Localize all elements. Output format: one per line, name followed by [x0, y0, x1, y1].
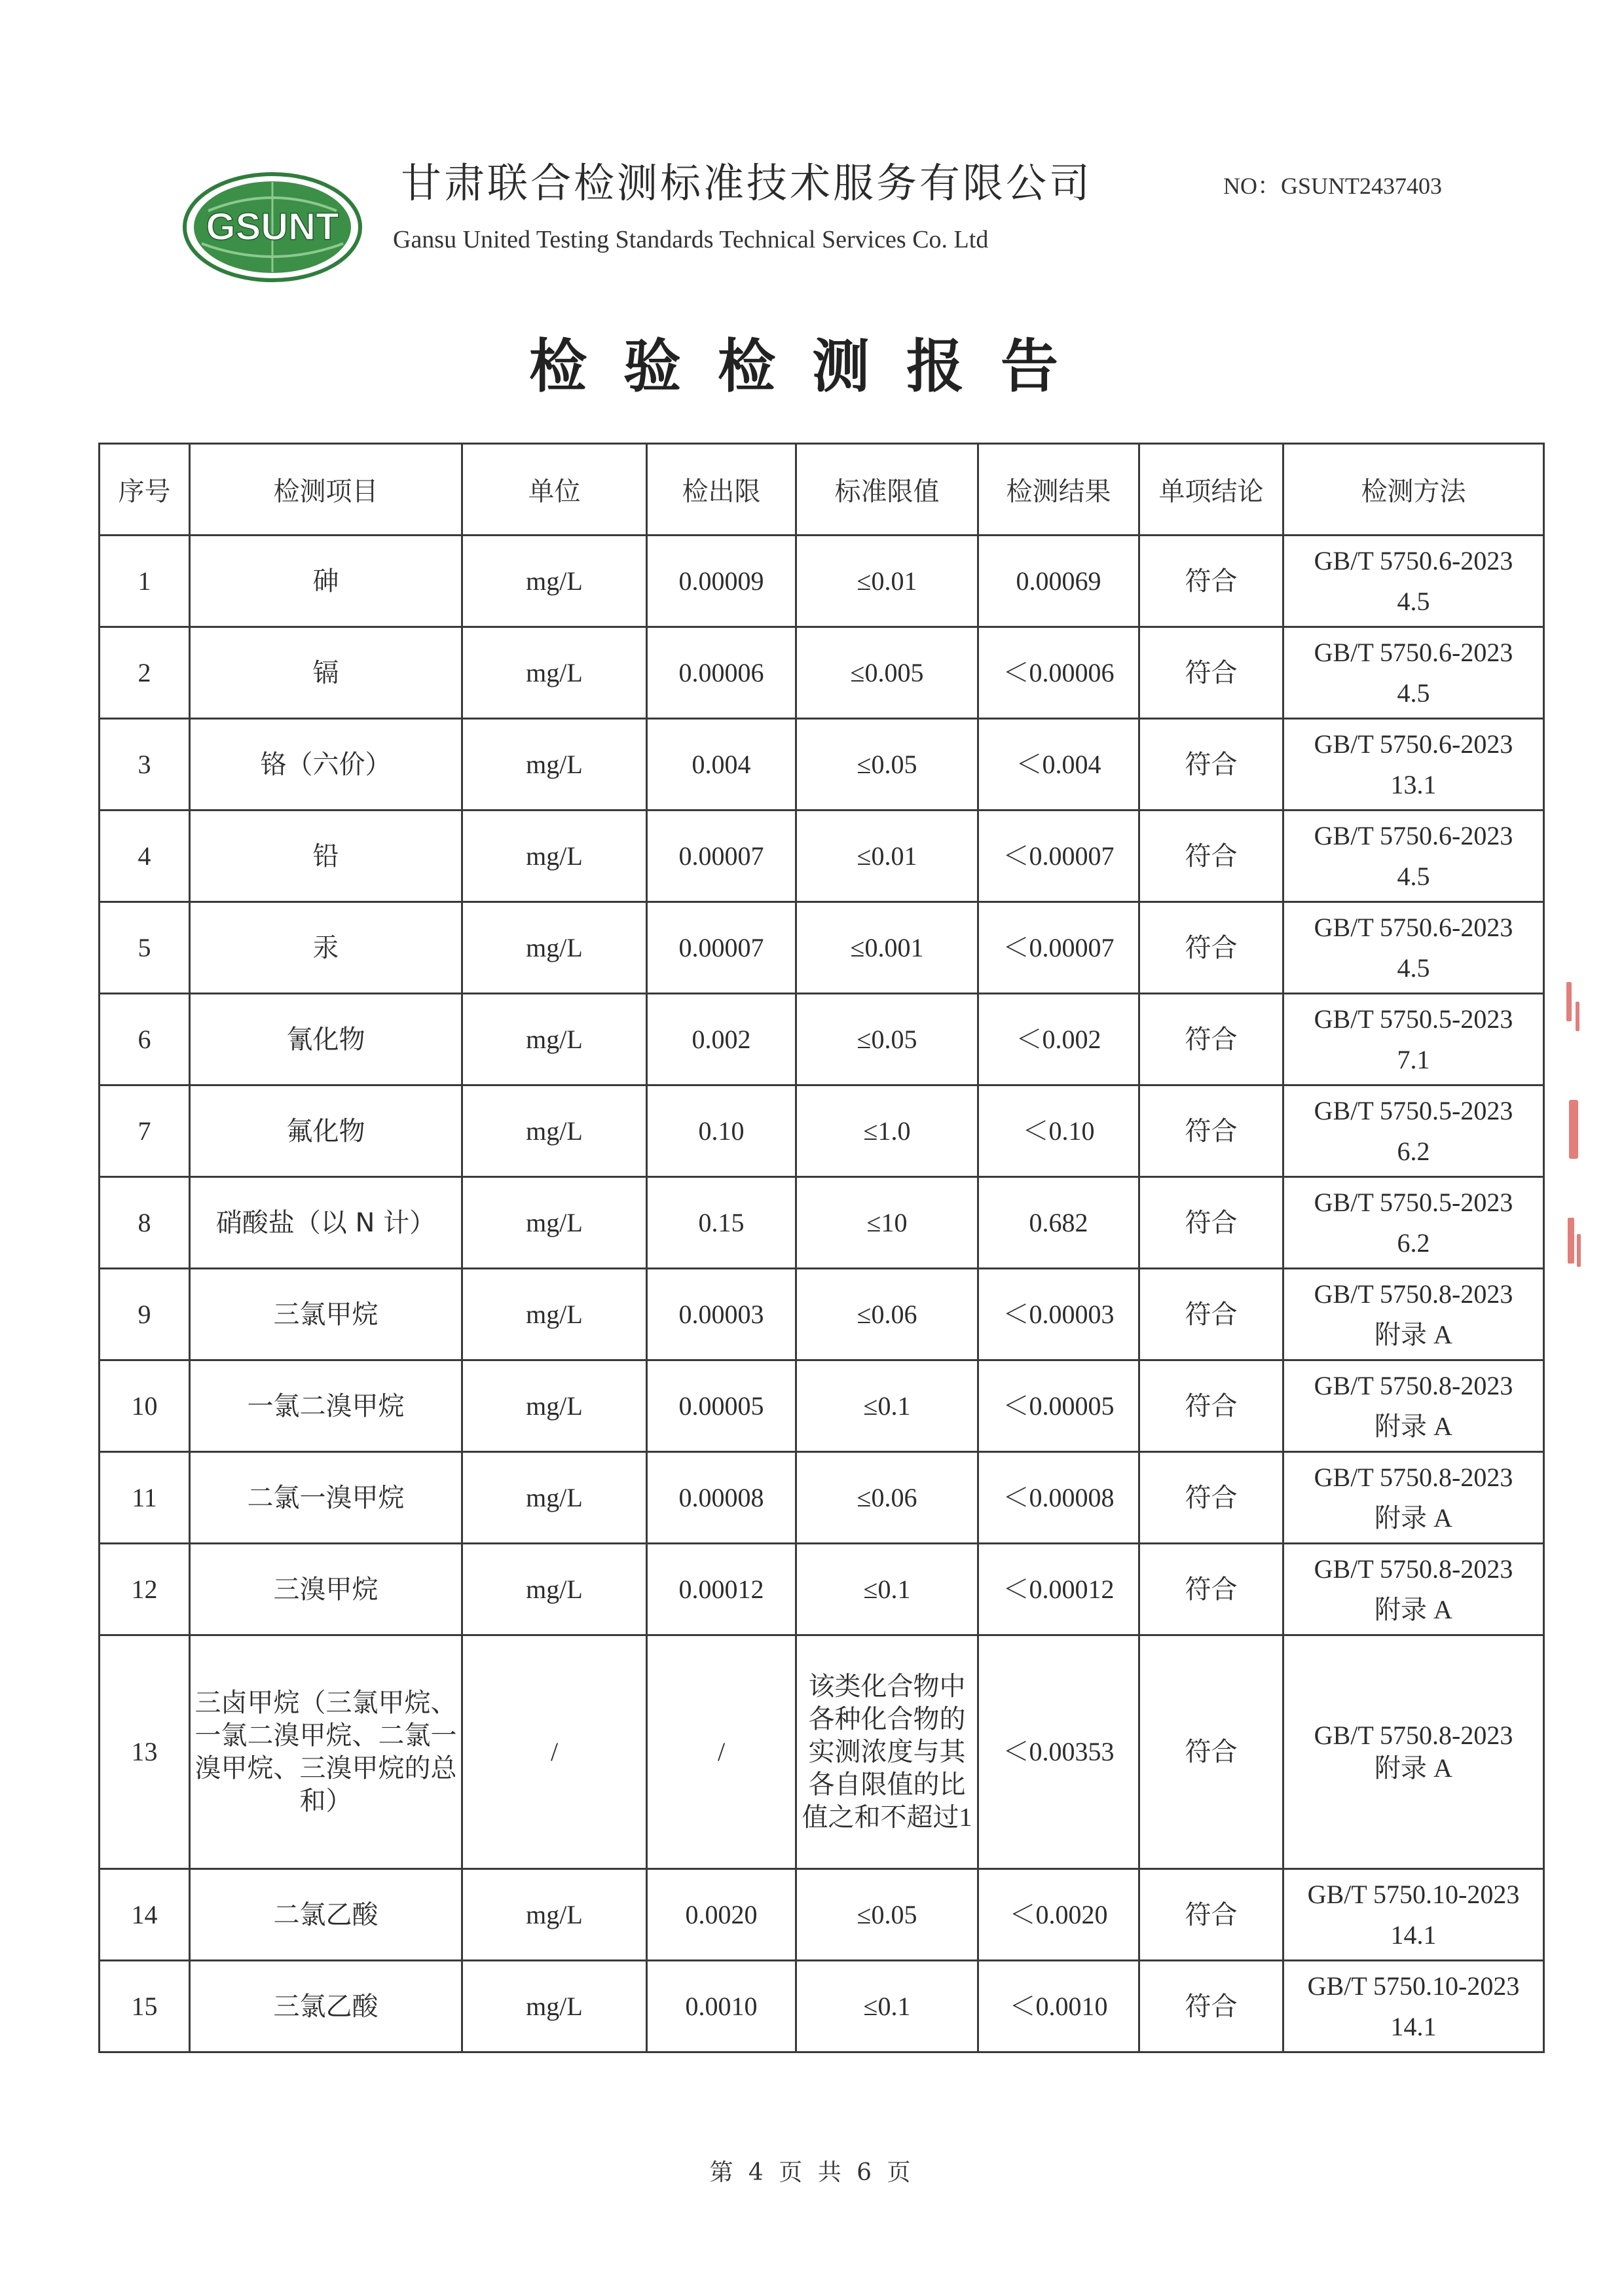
cell-item: 二氯乙酸 [190, 1869, 462, 1961]
cell-result: ＜0.0010 [978, 1961, 1139, 2052]
cell-method: GB/T 5750.8-2023 附录 A [1283, 1360, 1544, 1452]
header-result: 检测结果 [978, 444, 1139, 536]
cell-method: GB/T 5750.10-2023 14.1 [1283, 1869, 1544, 1961]
cell-method: GB/T 5750.6-2023 4.5 [1283, 902, 1544, 994]
cell-unit: mg/L [462, 536, 647, 627]
cell-result: ＜0.004 [978, 719, 1139, 811]
cell-item: 铬（六价） [190, 719, 462, 811]
cell-detection-limit: 0.00008 [647, 1452, 796, 1544]
cell-detection-limit: 0.00003 [647, 1269, 796, 1360]
cell-result: 0.682 [978, 1177, 1139, 1269]
header-unit: 单位 [462, 444, 647, 536]
cell-no: 8 [100, 1177, 190, 1269]
cell-method: GB/T 5750.5-2023 6.2 [1283, 1085, 1544, 1177]
header-detection-limit: 检出限 [647, 444, 796, 536]
cell-item: 三卤甲烷（三氯甲烷、一氯二溴甲烷、二氯一溴甲烷、三溴甲烷的总和） [190, 1635, 462, 1869]
cell-verdict: 符合 [1139, 1177, 1283, 1269]
table-row [100, 1544, 1544, 1635]
cell-result: ＜0.002 [978, 994, 1139, 1085]
header-verdict: 单项结论 [1139, 444, 1283, 536]
cell-item: 一氯二溴甲烷 [190, 1360, 462, 1452]
cell-verdict: 符合 [1139, 1635, 1283, 1869]
table-row [100, 1635, 1544, 1869]
cell-standard-limit: ≤0.01 [796, 536, 978, 627]
cell-no: 14 [100, 1869, 190, 1961]
cell-no: 2 [100, 627, 190, 719]
cell-verdict: 符合 [1139, 1269, 1283, 1360]
table-row [100, 902, 1544, 994]
cell-unit: mg/L [462, 627, 647, 719]
company-logo [182, 172, 363, 283]
cell-detection-limit: 0.00006 [647, 627, 796, 719]
cell-item: 三溴甲烷 [190, 1544, 462, 1635]
cell-no: 9 [100, 1269, 190, 1360]
page-footer: 第 4 页 共 6 页 [709, 2159, 915, 2186]
logo-text: GSUNT [206, 206, 339, 248]
cell-method: GB/T 5750.8-2023 附录 A [1283, 1269, 1544, 1360]
cell-result: ＜0.00003 [978, 1269, 1139, 1360]
cell-method: GB/T 5750.5-2023 7.1 [1283, 994, 1544, 1085]
cell-unit: mg/L [462, 1085, 647, 1177]
table-row [100, 1961, 1544, 2052]
cell-standard-limit: ≤0.001 [796, 902, 978, 994]
cell-standard-limit: ≤10 [796, 1177, 978, 1269]
cell-no: 15 [100, 1961, 190, 2052]
table-row [100, 1360, 1544, 1452]
cell-result: ＜0.00005 [978, 1360, 1139, 1452]
cell-standard-limit: 该类化合物中各种化合物的实测浓度与其各自限值的比值之和不超过1 [796, 1635, 978, 1869]
cell-method: GB/T 5750.10-2023 14.1 [1283, 1961, 1544, 2052]
table-row [100, 719, 1544, 811]
cell-standard-limit: ≤0.01 [796, 811, 978, 902]
cell-result: ＜0.00012 [978, 1544, 1139, 1635]
cell-method: GB/T 5750.8-2023 附录 A [1283, 1452, 1544, 1544]
header-no: 序号 [100, 444, 190, 536]
cell-no: 12 [100, 1544, 190, 1635]
cell-verdict: 符合 [1139, 536, 1283, 627]
cell-item: 三氯甲烷 [190, 1269, 462, 1360]
cell-unit: mg/L [462, 1869, 647, 1961]
cell-detection-limit: 0.00012 [647, 1544, 796, 1635]
cell-no: 6 [100, 994, 190, 1085]
cell-standard-limit: ≤0.1 [796, 1961, 978, 2052]
cell-result: ＜0.00008 [978, 1452, 1139, 1544]
cell-unit: mg/L [462, 994, 647, 1085]
cell-detection-limit: 0.004 [647, 719, 796, 811]
cell-no: 4 [100, 811, 190, 902]
cell-standard-limit: ≤0.05 [796, 1869, 978, 1961]
cell-method: GB/T 5750.6-2023 4.5 [1283, 536, 1544, 627]
company-name-cn: 甘肃联合检测标准技术服务有限公司 [401, 159, 1093, 207]
cell-detection-limit: 0.10 [647, 1085, 796, 1177]
table-row [100, 1452, 1544, 1544]
cell-result: ＜0.00353 [978, 1635, 1139, 1869]
cell-standard-limit: ≤0.05 [796, 719, 978, 811]
cell-detection-limit: 0.00007 [647, 902, 796, 994]
cell-result: 0.00069 [978, 536, 1139, 627]
cell-unit: mg/L [462, 1360, 647, 1452]
cell-no: 5 [100, 902, 190, 994]
cell-verdict: 符合 [1139, 1452, 1283, 1544]
cell-unit: mg/L [462, 719, 647, 811]
cell-verdict: 符合 [1139, 719, 1283, 811]
cell-unit: mg/L [462, 1269, 647, 1360]
table-row [100, 994, 1544, 1085]
header-standard-limit: 标准限值 [796, 444, 978, 536]
cell-item: 三氯乙酸 [190, 1961, 462, 2052]
cell-unit: / [462, 1635, 647, 1869]
cell-verdict: 符合 [1139, 1360, 1283, 1452]
cell-verdict: 符合 [1139, 902, 1283, 994]
cell-no: 1 [100, 536, 190, 627]
cell-standard-limit: ≤0.005 [796, 627, 978, 719]
cell-verdict: 符合 [1139, 1544, 1283, 1635]
cell-method: GB/T 5750.6-2023 13.1 [1283, 719, 1544, 811]
seal-edge-mark [1562, 975, 1589, 1303]
cell-result: ＜0.00007 [978, 902, 1139, 994]
cell-no: 7 [100, 1085, 190, 1177]
cell-item: 铅 [190, 811, 462, 902]
cell-item: 汞 [190, 902, 462, 994]
cell-no: 13 [100, 1635, 190, 1869]
cell-item: 镉 [190, 627, 462, 719]
cell-standard-limit: ≤0.06 [796, 1452, 978, 1544]
header-method: 检测方法 [1283, 444, 1544, 536]
table-row [100, 627, 1544, 719]
cell-verdict: 符合 [1139, 811, 1283, 902]
cell-no: 10 [100, 1360, 190, 1452]
cell-standard-limit: ≤0.1 [796, 1544, 978, 1635]
cell-unit: mg/L [462, 811, 647, 902]
cell-detection-limit: / [647, 1635, 796, 1869]
cell-result: ＜0.0020 [978, 1869, 1139, 1961]
cell-standard-limit: ≤0.06 [796, 1269, 978, 1360]
table-row [100, 536, 1544, 627]
cell-method: GB/T 5750.5-2023 6.2 [1283, 1177, 1544, 1269]
cell-item: 二氯一溴甲烷 [190, 1452, 462, 1544]
cell-method: GB/T 5750.6-2023 4.5 [1283, 811, 1544, 902]
results-table [98, 443, 1545, 2053]
table-row [100, 1085, 1544, 1177]
header-item: 检测项目 [190, 444, 462, 536]
cell-detection-limit: 0.15 [647, 1177, 796, 1269]
cell-detection-limit: 0.00009 [647, 536, 796, 627]
cell-unit: mg/L [462, 1177, 647, 1269]
table-body [100, 536, 1544, 2052]
report-number: NO：GSUNT2437403 [1223, 173, 1443, 199]
company-name-en: Gansu United Testing Standards Technical Services Co. Ltd [393, 226, 989, 253]
cell-result: ＜0.10 [978, 1085, 1139, 1177]
cell-standard-limit: ≤0.05 [796, 994, 978, 1085]
cell-unit: mg/L [462, 1452, 647, 1544]
cell-verdict: 符合 [1139, 627, 1283, 719]
cell-detection-limit: 0.00005 [647, 1360, 796, 1452]
cell-verdict: 符合 [1139, 1869, 1283, 1961]
cell-unit: mg/L [462, 1961, 647, 2052]
cell-result: ＜0.00006 [978, 627, 1139, 719]
cell-detection-limit: 0.0020 [647, 1869, 796, 1961]
table-row [100, 811, 1544, 902]
cell-no: 3 [100, 719, 190, 811]
cell-unit: mg/L [462, 1544, 647, 1635]
cell-detection-limit: 0.00007 [647, 811, 796, 902]
cell-result: ＜0.00007 [978, 811, 1139, 902]
cell-method: GB/T 5750.8-2023 附录 A [1283, 1635, 1544, 1869]
cell-method: GB/T 5750.8-2023 附录 A [1283, 1544, 1544, 1635]
cell-item: 硝酸盐（以 N 计） [190, 1177, 462, 1269]
cell-no: 11 [100, 1452, 190, 1544]
cell-unit: mg/L [462, 902, 647, 994]
cell-verdict: 符合 [1139, 994, 1283, 1085]
cell-item: 氰化物 [190, 994, 462, 1085]
cell-verdict: 符合 [1139, 1085, 1283, 1177]
table-row [100, 1269, 1544, 1360]
cell-verdict: 符合 [1139, 1961, 1283, 2052]
table-row [100, 1869, 1544, 1961]
cell-standard-limit: ≤0.1 [796, 1360, 978, 1452]
table-row [100, 1177, 1544, 1269]
cell-detection-limit: 0.002 [647, 994, 796, 1085]
cell-detection-limit: 0.0010 [647, 1961, 796, 2052]
table-header-row [100, 444, 1544, 536]
cell-item: 砷 [190, 536, 462, 627]
cell-standard-limit: ≤1.0 [796, 1085, 978, 1177]
cell-item: 氟化物 [190, 1085, 462, 1177]
document-title: 检验检测报告 [528, 333, 1095, 400]
cell-method: GB/T 5750.6-2023 4.5 [1283, 627, 1544, 719]
